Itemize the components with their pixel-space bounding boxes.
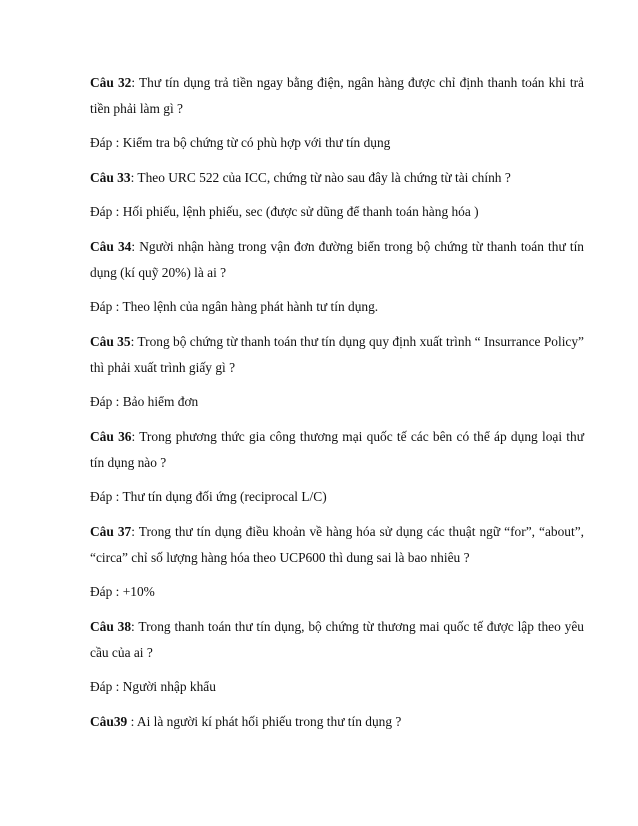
answer-32: Đáp : Kiểm tra bộ chứng từ có phù hợp với thư tín dụng: [90, 135, 391, 150]
question-text: : Ai là người kí phát hối phiếu trong thư tín dụng ?: [127, 714, 402, 729]
question-label: Câu39: [90, 714, 128, 729]
question-label: Câu 32: [90, 75, 132, 90]
answer-35: Đáp : Bảo hiểm đơn: [90, 394, 199, 409]
answer-38: Đáp : Người nhập khẩu: [90, 679, 216, 694]
answer-34: Đáp : Theo lệnh của ngân hàng phát hành tư tín dụng.: [90, 299, 379, 314]
question-text: : Trong phương thức gia công thương mại quốc tế các bên có thể áp dụng loại thư tín dụng nào ?: [90, 429, 584, 470]
question-label: Câu 33: [90, 170, 131, 185]
answer-33: Đáp : Hối phiếu, lệnh phiếu, sec (được sử dũng để thanh toán hàng hóa ): [90, 204, 479, 219]
question-34: [90, 234, 584, 286]
question-text: : Trong bộ chứng từ thanh toán thư tín dụng quy định xuất trình “ Insurrance Policy” thì phải xuất trình giấy gì ?: [90, 334, 584, 375]
question-32: [90, 70, 584, 122]
question-text: : Người nhận hàng trong vận đơn đường biển trong bộ chứng từ thanh toán thư tín dụng (kí quỹ 20%) là ai ?: [90, 239, 584, 280]
question-text: : Trong thư tín dụng điều khoản về hàng hóa sử dụng các thuật ngữ “for”, “about”, “circa” chỉ số lượng hàng hóa theo UCP600 thì dung sai là bao nhiêu ?: [90, 524, 584, 565]
answer-37: Đáp : +10%: [90, 584, 155, 599]
question-label: Câu 36: [90, 429, 132, 444]
question-text: : Thư tín dụng trả tiền ngay bằng điện, ngân hàng được chỉ định thanh toán khi trả tiền phải làm gì ?: [90, 75, 584, 116]
question-text: : Trong thanh toán thư tín dụng, bộ chứng từ thương mai quốc tế được lập theo yêu cầu của ai ?: [90, 619, 584, 660]
question-36: [90, 424, 584, 476]
question-text: : Theo URC 522 của ICC, chứng từ nào sau đây là chứng từ tài chính ?: [130, 170, 511, 185]
question-38: [90, 614, 584, 666]
question-35: [90, 329, 584, 381]
question-39: [90, 709, 584, 735]
question-37: [90, 519, 584, 571]
question-label: Câu 35: [90, 334, 131, 349]
question-33: [90, 165, 584, 191]
question-label: Câu 37: [90, 524, 132, 539]
answer-36: Đáp : Thư tín dụng đối ứng (reciprocal L/C): [90, 489, 327, 504]
question-label: Câu 34: [90, 239, 132, 254]
question-label: Câu 38: [90, 619, 132, 634]
document-page: [90, 70, 584, 743]
